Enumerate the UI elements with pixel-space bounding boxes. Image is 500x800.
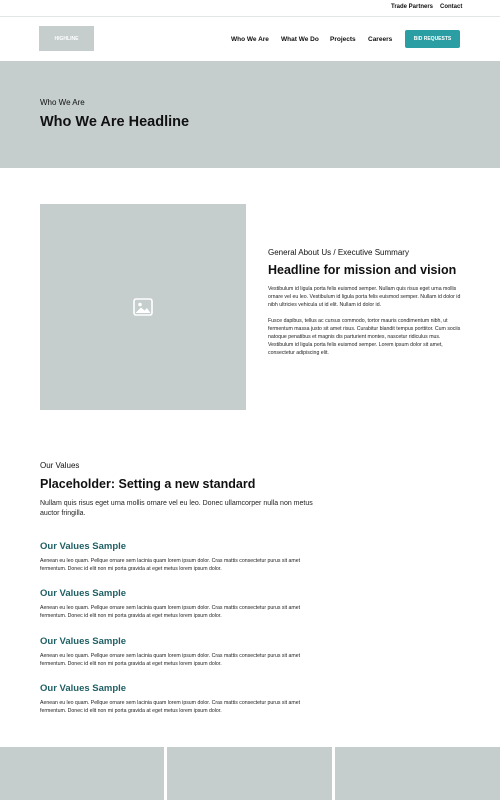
values-intro: Nullam quis risus eget urna mollis ornare vel eu leo. Donec ullamcorper nulla non metus auctor fringilla.: [40, 500, 313, 517]
about-summary: [268, 248, 464, 365]
about-eyebrow: General About Us / Executive Summary: [268, 248, 409, 257]
value-body: Aenean eu leo quam. Pellque ornare sem lacinia quam lorem ipsum dolor. Cras mattis consectetur purus sit amet fermentum. Donec id elit non mi porta gravida at eget metus lorem ipsum dolor.: [40, 558, 301, 573]
value-body: Aenean eu leo quam. Pellque ornare sem lacinia quam lorem ipsum dolor. Cras mattis consectetur purus sit amet fermentum. Donec id elit non mi porta gravida at eget metus lorem ipsum dolor.: [40, 653, 301, 668]
contact-link[interactable]: Contact: [440, 4, 463, 10]
about-paragraph: Fusce dapibus, tellus ac cursus commodo, tortor mauris condimentum nibh, ut fermentum massa justo sit amet risus. Curabitur blandit tempus porttitor. Cum sociis natoque penatibus et magnis dis parturient montes, nascetur ridiculus mus. Vestibulum id ligula porta felis euismod semper. Lorem ipsum dolor sit amet, consectetur adipiscing elit.: [268, 317, 461, 357]
value-heading: Our Values Sample: [40, 588, 127, 599]
footer-tile[interactable]: [167, 747, 332, 800]
about-headline: Headline for mission and vision: [268, 263, 457, 277]
value-item: [40, 683, 325, 715]
nav-who-we-are[interactable]: Who We Are: [231, 36, 269, 43]
image-placeholder-icon: [133, 298, 153, 316]
about-paragraph: Vestibulum id ligula porta felis euismod semper. Nullam quis risus eget urna mollis ornare vel eu leo. Vestibulum id ligula porta felis euismod semper. Nullam id dolor id nibh ultricies vehicula ut id elit. Nullam id dolor id.: [268, 286, 461, 309]
value-item: [40, 588, 325, 620]
value-body: Aenean eu leo quam. Pellque ornare sem lacinia quam lorem ipsum dolor. Cras mattis consectetur purus sit amet fermentum. Donec id elit non mi porta gravida at eget metus lorem ipsum dolor.: [40, 700, 301, 715]
value-body: Aenean eu leo quam. Pellque ornare sem lacinia quam lorem ipsum dolor. Cras mattis consectetur purus sit amet fermentum. Donec id elit non mi porta gravida at eget metus lorem ipsum dolor.: [40, 605, 301, 620]
value-heading: Our Values Sample: [40, 636, 127, 647]
value-item: [40, 541, 325, 573]
hero-eyebrow: Who We Are: [40, 98, 85, 107]
footer-tiles: [0, 747, 500, 800]
footer-tile[interactable]: [0, 747, 164, 800]
bid-requests-button[interactable]: BID REQUESTS: [405, 30, 460, 48]
value-item: [40, 636, 325, 668]
nav-what-we-do[interactable]: What We Do: [281, 36, 319, 43]
utility-bar: [0, 0, 500, 17]
logo[interactable]: HIGHLINE: [39, 26, 94, 51]
footer-tile[interactable]: [335, 747, 500, 800]
nav-careers[interactable]: Careers: [368, 36, 393, 43]
nav-projects[interactable]: Projects: [330, 36, 356, 43]
trade-partners-link[interactable]: Trade Partners: [391, 4, 434, 10]
page-title: Who We Are Headline: [40, 114, 190, 130]
value-heading: Our Values Sample: [40, 541, 127, 552]
hero-banner: [0, 61, 500, 168]
main-nav: [0, 17, 500, 61]
about-image-placeholder: [40, 204, 246, 410]
values-title: Placeholder: Setting a new standard: [40, 477, 256, 491]
values-eyebrow: Our Values: [40, 461, 80, 470]
value-heading: Our Values Sample: [40, 683, 127, 694]
